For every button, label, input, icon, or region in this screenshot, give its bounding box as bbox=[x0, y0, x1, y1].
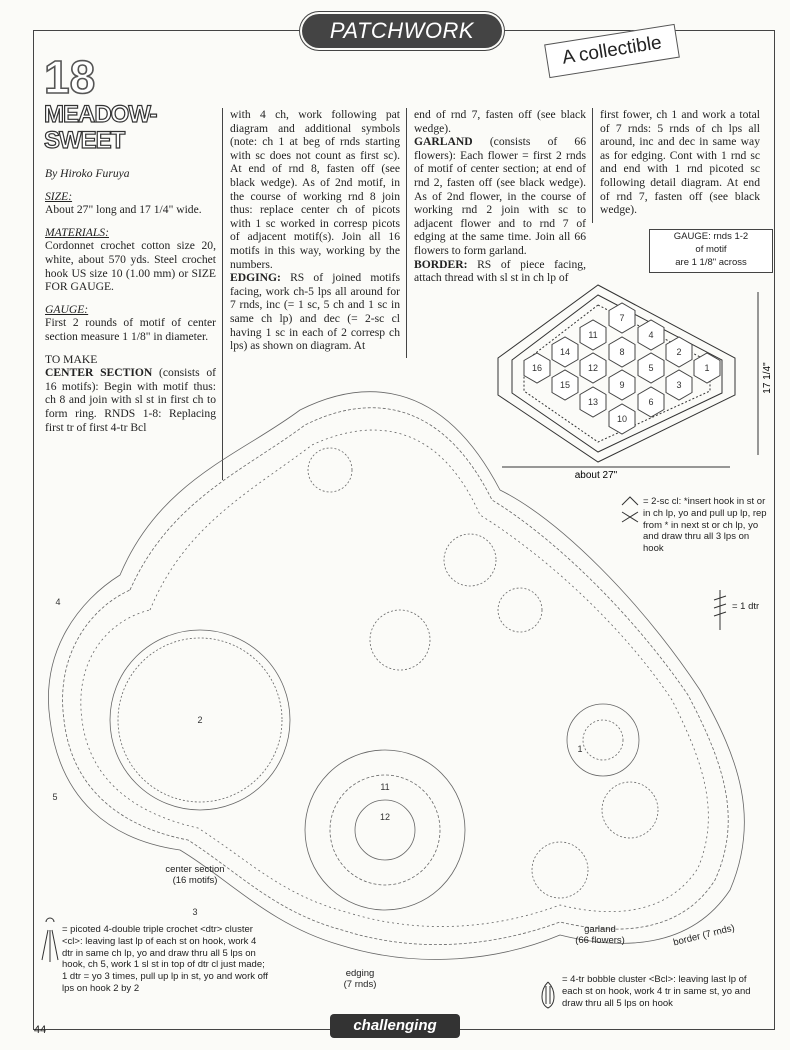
svg-text:4: 4 bbox=[55, 597, 61, 607]
svg-text:1: 1 bbox=[577, 744, 583, 754]
col2-text: with 4 ch, work following pat diagram and additional symbols (note: ch 1 at beg of rnds starting with sc does not count as first sc). At end of rnd 8, fasten off (see black wedge). As of 2nd motif, in the course of working rnd 8 join thus: replace center ch of picots with 1 sc worked in corresp picots of adjacent motif(s). Join all 16 motifs in this way, working by the numbers. bbox=[230, 108, 400, 271]
motif-number: 5 bbox=[648, 363, 654, 373]
motif-number: 11 bbox=[588, 330, 598, 340]
motif-number: 2 bbox=[676, 347, 682, 357]
motif-number: 16 bbox=[531, 363, 543, 373]
motif-number: 14 bbox=[559, 347, 571, 357]
motif-number: 6 bbox=[648, 397, 654, 407]
motif-number: 7 bbox=[619, 313, 625, 323]
two-sc-cluster-icon bbox=[622, 497, 638, 505]
legend-picoted-cluster: = picoted 4-double triple crochet <dtr> cluster <cl>: leaving last lp of each st on hook, work 4 dtr in same ch lp, yo and draw thru all 5 lps on hook, ch 5, work 1 sl st in top of dtr cl just made; 1 dtr = yo 3 times, pull up lp in st, yo and work off lps on hook 2 by 2 bbox=[62, 924, 269, 994]
collectible-tag: A collectible bbox=[544, 24, 680, 78]
svg-text:2: 2 bbox=[197, 715, 203, 725]
difficulty-badge: challenging bbox=[330, 1014, 460, 1038]
gauge-text: First 2 rounds of motif of center section measure 1 1/8" in diameter. bbox=[45, 316, 216, 343]
page-number: 44 bbox=[34, 1024, 47, 1036]
motif-number: 10 bbox=[616, 414, 628, 424]
motif-number: 9 bbox=[619, 380, 625, 390]
col3-text: end of rnd 7, fasten off (see black wedge). bbox=[414, 108, 586, 135]
section-banner: PATCHWORK bbox=[302, 14, 502, 48]
motif-number: 8 bbox=[619, 347, 625, 357]
border-label: border (7 rnds) bbox=[672, 922, 736, 949]
center-section-text: (consists of 16 motifs): Begin with motif thus: ch 8 and join with sl st in first ch to form ring. RNDS 1-8: Replacing first tr of first 4-tr Bcl bbox=[45, 366, 216, 434]
size-heading: SIZE: bbox=[45, 189, 73, 203]
svg-text:5: 5 bbox=[52, 792, 58, 802]
edging-text: RS of joined motifs facing, work ch-5 lps all around for 7 rnds, inc (= 1 sc, 5 ch and 1 sc in same ch lp) and dec (= 2-sc cl having 1 sc in each of 2 corresp ch lps) as shown on diagram. At bbox=[230, 271, 400, 353]
pattern-number: 18 bbox=[44, 51, 96, 103]
motif-number: 3 bbox=[676, 380, 682, 390]
gauge-box: GAUGE: rnds 1-2 of motif are 1 1/8" across bbox=[649, 229, 773, 273]
center-section-label: center section (16 motifs) bbox=[165, 864, 225, 886]
pattern-title: MEADOW- SWEET bbox=[44, 101, 157, 154]
gauge-heading: GAUGE: bbox=[45, 302, 89, 316]
size-text: About 27" long and 17 1/4" wide. bbox=[45, 203, 202, 217]
motif-number: 13 bbox=[587, 397, 599, 407]
motif-number: 15 bbox=[559, 380, 571, 390]
legend-bobble-cluster: = 4-tr bobble cluster <Bcl>: leaving last lp of each st on hook, work 4 tr in same st, yo and draw thru all 5 lps on hook bbox=[562, 974, 751, 1009]
center-section-heading: CENTER SECTION bbox=[45, 366, 153, 380]
garland-label: garland (66 flowers) bbox=[575, 924, 625, 946]
edging-label: edging (7 rnds) bbox=[343, 968, 377, 990]
garland-text: (consists of 66 flowers): Each flower = first 2 rnds of motif of center section; at end of rnd 2, fasten off (see black wedge). As of 2nd flower, in the course of working rnd 2 join with sc to adjacent flower and to rnd 7 of edging at the same time. Join all 66 flowers to form garland. bbox=[414, 135, 586, 257]
picoted-cluster-icon bbox=[42, 918, 58, 962]
border-heading: BORDER: bbox=[414, 257, 468, 271]
col4-text: first fower, ch 1 and work a total of 7 rnds: 5 rnds of ch lps all around, inc and dec in same way as for edging. Cont with 1 rnd sc and end with 1 rnd picoted sc following detail diagram. At end of rnd 7, fasten off (see black wedge). bbox=[600, 108, 760, 217]
height-label: 17 1/4" bbox=[762, 362, 773, 394]
motif-number: 1 bbox=[704, 363, 710, 373]
legend-dtr: = 1 dtr bbox=[732, 601, 760, 612]
author: By Hiroko Furuya bbox=[45, 167, 130, 180]
materials-text: Cordonnet crochet cotton size 20, white, about 570 yds. Steel crochet hook US size 10 (1.00 mm) or SIZE FOR GAUGE. bbox=[45, 239, 216, 294]
edging-heading: EDGING: bbox=[230, 271, 281, 285]
dtr-icon bbox=[714, 590, 726, 630]
border-text: RS of piece facing, attach thread with sl st in ch lp of bbox=[414, 257, 586, 285]
svg-text:3: 3 bbox=[192, 907, 198, 917]
legend-2sc: = 2-sc cl: *insert hook in st or in ch lp, yo and pull up lp, rep from * in next st or ch lp, yo and draw thru all 3 lps on hook bbox=[643, 496, 767, 555]
materials-heading: MATERIALS: bbox=[45, 225, 109, 239]
width-label: about 27" bbox=[574, 470, 618, 481]
motif-number: 4 bbox=[648, 330, 654, 340]
svg-text:12: 12 bbox=[379, 812, 391, 822]
garland-heading: GARLAND bbox=[414, 135, 473, 149]
motif-number: 12 bbox=[587, 363, 599, 373]
svg-text:11: 11 bbox=[380, 782, 390, 792]
bobble-cluster-icon bbox=[542, 982, 554, 1008]
two-sc-cluster-icon bbox=[622, 512, 638, 522]
to-make-heading: TO MAKE bbox=[45, 352, 98, 366]
